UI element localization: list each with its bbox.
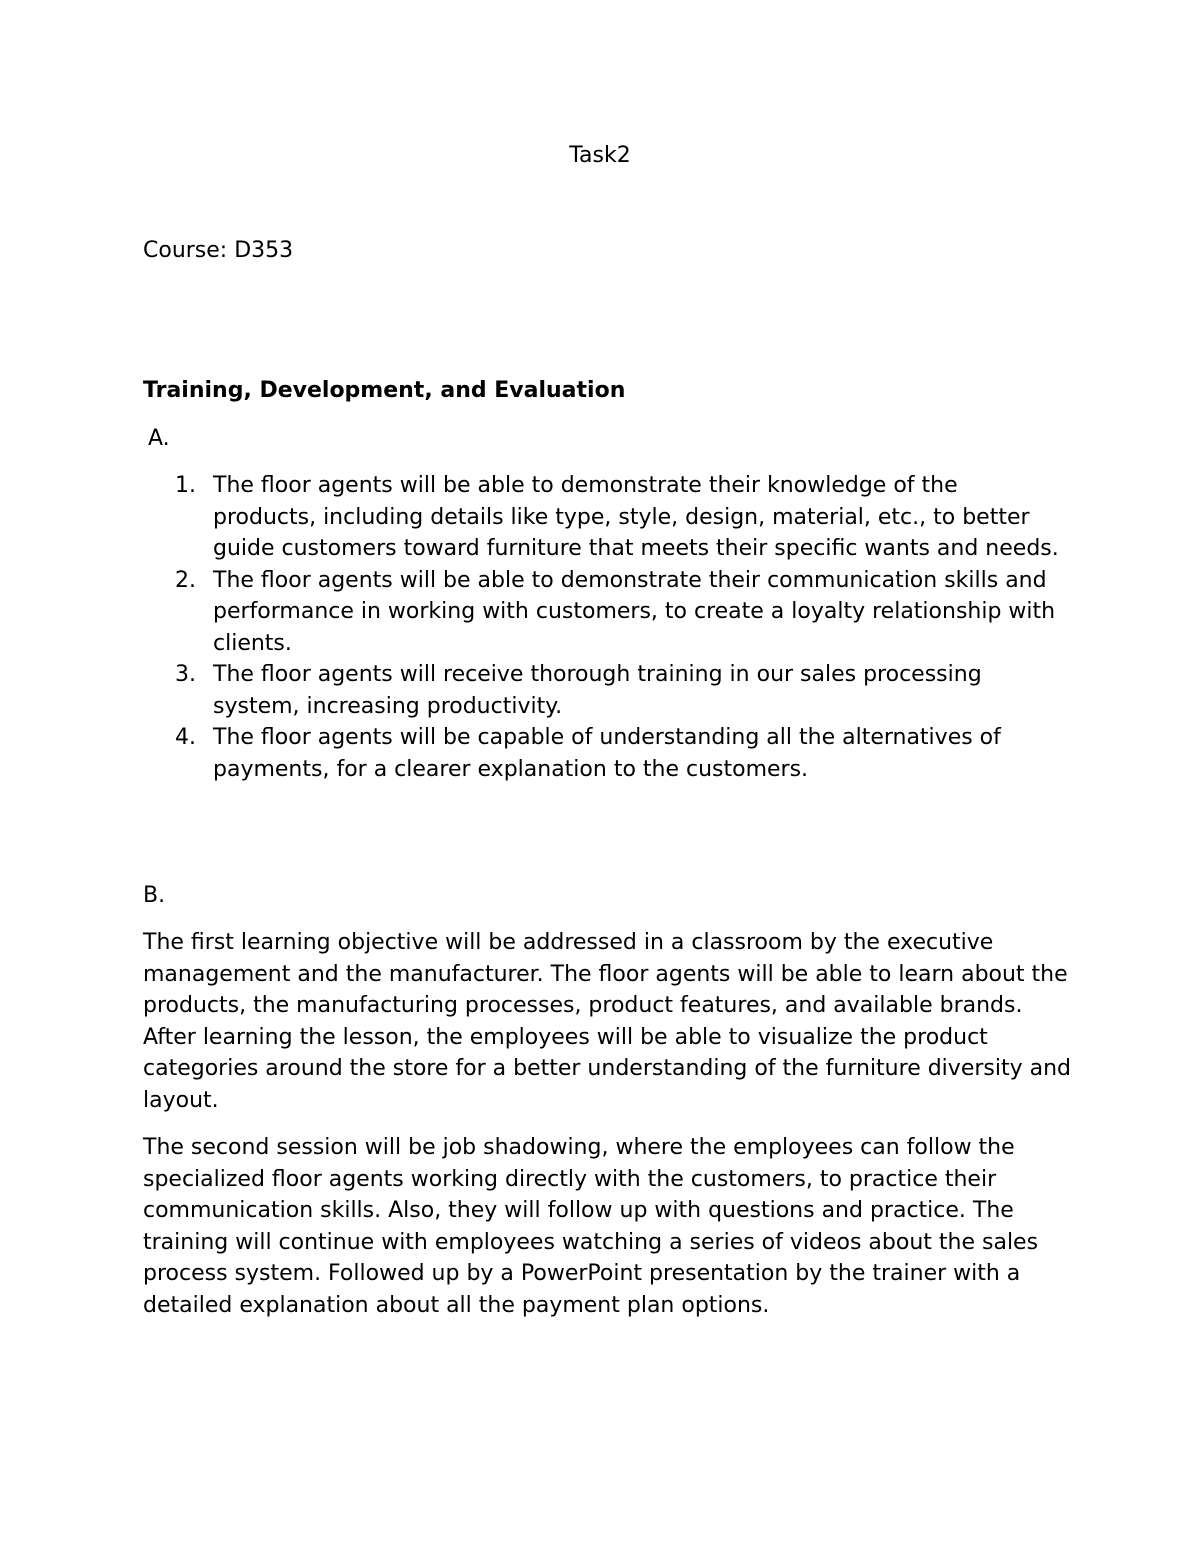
objective-item — [175, 722, 1065, 785]
course-line: Course: D353 — [143, 238, 294, 263]
document-title: Task2 — [569, 143, 631, 168]
objective-item — [175, 470, 1065, 565]
objective-text: The floor agents will be capable of understanding all the alternatives of payments, for a clearer explanation to the customers. — [213, 725, 1001, 782]
objective-number: 2. — [175, 567, 196, 593]
objectives-list — [175, 470, 1065, 785]
objective-number: 4. — [175, 725, 196, 750]
section-b-label: B. — [143, 883, 166, 908]
objective-number: 3. — [175, 662, 196, 687]
objective-item — [175, 659, 1065, 722]
body-paragraph-1: The first learning objective will be addressed in a classroom by the executive management and the manufacturer. The floor agents will be able to learn about the products, the manufacturing processes, product features, and available brands. After learning the lesson, the employees will be able to visualize the product categories around the store for a better understanding of the furniture diversity and layout. — [143, 930, 1071, 1113]
objective-text: The floor agents will be able to demonstrate their communication skills and performance in working with customers, to create a loyalty relationship with clients. — [213, 567, 1056, 656]
section-heading: Training, Development, and Evaluation — [143, 378, 626, 403]
section-a-label: A. — [148, 426, 170, 451]
body-paragraph-2: The second session will be job shadowing, where the employees can follow the specialized floor agents working directly with the customers, to practice their communication skills. Also, they will follow up with questions and practice. The training will continue with employees watching a series of videos about the sales process system. Followed up by a PowerPoint presentation by the trainer with a detailed explanation about all the payment plan options. — [143, 1135, 1039, 1318]
objective-item — [175, 565, 1065, 660]
objective-number: 1. — [175, 473, 196, 498]
objective-text: The floor agents will receive thorough training in our sales processing system, increasing productivity. — [213, 662, 982, 719]
objective-text: The floor agents will be able to demonstrate their knowledge of the products, including details like type, style, design, material, etc., to better guide customers toward furniture that meets their specific wants and needs. — [213, 473, 1059, 561]
